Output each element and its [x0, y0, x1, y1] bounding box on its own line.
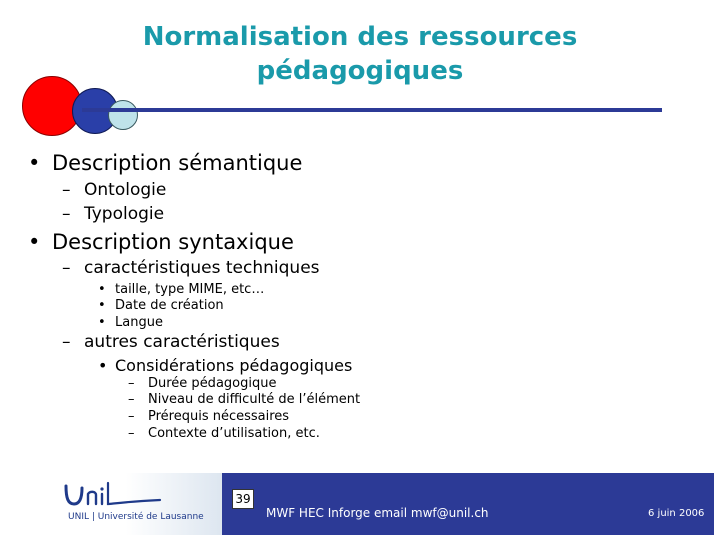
nested-item [128, 409, 289, 424]
dash-marker: – [62, 258, 71, 278]
footer-date: 6 juin 2006 [648, 508, 705, 519]
slide-title-line-1: Normalisation des ressources [142, 22, 578, 52]
dash-marker: – [128, 426, 135, 441]
detail-item-text: Langue [115, 315, 163, 330]
detail-item [98, 315, 163, 330]
bullet-item [28, 151, 302, 175]
nested-item [128, 392, 360, 407]
sub-item-text: Ontologie [84, 180, 167, 200]
slide-title-line-2: pédagogiques [256, 56, 464, 86]
dash-marker: – [62, 180, 71, 200]
detail-item [98, 298, 224, 313]
bullet-marker: • [28, 151, 41, 175]
nested-item [128, 426, 320, 441]
detail-item-text: Date de création [115, 298, 224, 313]
detail-item-text: taille, type MIME, etc… [115, 282, 265, 297]
bullet-marker: • [98, 315, 106, 330]
dash-marker: – [128, 409, 135, 424]
detail-item [98, 356, 352, 375]
nested-item-text: Prérequis nécessaires [148, 409, 290, 424]
dash-marker: – [128, 392, 135, 407]
sub-item [62, 180, 166, 200]
bullet-marker: • [98, 298, 106, 313]
title-rule [82, 108, 662, 112]
sub-item [62, 258, 320, 278]
bullet-marker: • [28, 230, 41, 254]
slide-footer [0, 470, 720, 540]
sub-item-text: Typologie [84, 204, 165, 224]
dash-marker: – [62, 332, 71, 352]
sub-item-text: caractéristiques techniques [84, 258, 320, 278]
logo-caption: UNIL | Université de Lausanne [68, 512, 204, 522]
bullet-text: Description sémantique [52, 151, 303, 175]
nested-item-text: Contexte d’utilisation, etc. [148, 426, 320, 441]
detail-item-text: Considérations pédagogiques [115, 356, 353, 375]
detail-item [98, 282, 264, 297]
unil-logo-icon [60, 480, 170, 510]
bullet-text: Description syntaxique [52, 230, 294, 254]
page-number: 39 [232, 489, 254, 509]
dash-marker: – [128, 376, 135, 391]
sub-item [62, 332, 280, 352]
dash-marker: – [62, 204, 71, 224]
footer-author-email: MWF HEC Inforge email mwf@unil.ch [266, 506, 489, 520]
decorative-light-circle [108, 100, 138, 130]
bullet-marker: • [98, 282, 106, 297]
nested-item-text: Niveau de difficulté de l’élément [148, 392, 361, 407]
nested-item [128, 376, 276, 391]
sub-item-text: autres caractéristiques [84, 332, 280, 352]
slide-title [70, 20, 650, 88]
bullet-item [28, 230, 294, 254]
sub-item [62, 204, 164, 224]
bullet-marker: • [98, 356, 108, 375]
nested-item-text: Durée pédagogique [148, 376, 277, 391]
